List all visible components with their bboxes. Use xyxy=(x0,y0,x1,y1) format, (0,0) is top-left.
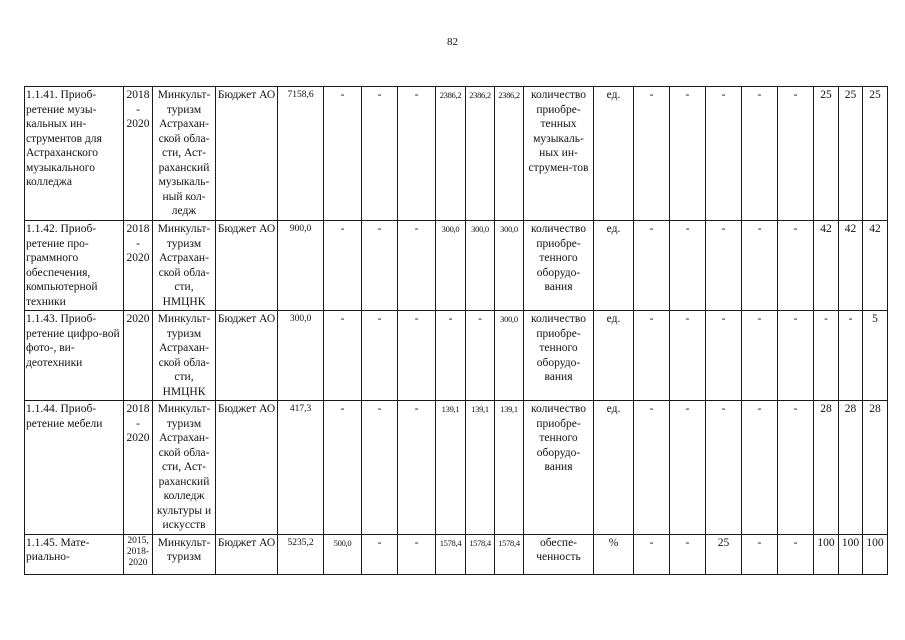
activity-name: 1.1.45. Мате-риально- xyxy=(25,534,124,574)
value-cell: 100 xyxy=(863,534,888,574)
unit-cell: ед. xyxy=(594,311,634,401)
amount-cell: 1578,4 xyxy=(466,534,495,574)
amount-cell: 300,0 xyxy=(495,221,524,311)
total-amount-cell: 5235,2 xyxy=(278,534,324,574)
amount-cell: - xyxy=(466,311,495,401)
table-row xyxy=(25,311,888,401)
activity-name: 1.1.42. Приоб-ретение про-граммного обеспечения, компьютерной техники xyxy=(25,221,124,311)
amount-cell: - xyxy=(324,311,362,401)
value-cell: - xyxy=(778,534,814,574)
value-cell: 28 xyxy=(863,401,888,535)
amount-cell: - xyxy=(362,534,398,574)
period-cell: 2018 - 2020 xyxy=(124,221,153,311)
period-cell: 2020 xyxy=(124,311,153,401)
amount-cell: 2386,2 xyxy=(495,87,524,221)
funding-source-cell: Бюджет АО xyxy=(216,401,278,535)
value-cell: - xyxy=(670,311,706,401)
funding-source-cell: Бюджет АО xyxy=(216,311,278,401)
amount-cell: - xyxy=(398,534,436,574)
indicator-cell: количество приобре-тенного оборудо-вания xyxy=(524,221,594,311)
funding-source-cell: Бюджет АО xyxy=(216,221,278,311)
unit-cell: ед. xyxy=(594,87,634,221)
total-amount-cell: 7158,6 xyxy=(278,87,324,221)
amount-cell: 300,0 xyxy=(466,221,495,311)
funding-source-cell: Бюджет АО xyxy=(216,534,278,574)
activity-name: 1.1.41. Приоб-ретение музы-кальных ин-струментов для Астраханского музыкального колледжа xyxy=(25,87,124,221)
value-cell: - xyxy=(839,311,863,401)
table-row xyxy=(25,534,888,574)
amount-cell: 300,0 xyxy=(495,311,524,401)
period-cell: 2015, 2018-2020 xyxy=(124,534,153,574)
amount-cell: - xyxy=(398,401,436,535)
value-cell: - xyxy=(670,534,706,574)
value-cell: 42 xyxy=(863,221,888,311)
total-amount-cell: 417,3 xyxy=(278,401,324,535)
value-cell: 42 xyxy=(814,221,839,311)
value-cell: - xyxy=(742,311,778,401)
page-number: 82 xyxy=(447,36,458,48)
executor-cell: Минкульт-туризм Астрахан-ской обла-сти, Аст-раханский колледж культуры и искусств xyxy=(153,401,216,535)
table-row xyxy=(25,87,888,221)
amount-cell: 1578,4 xyxy=(495,534,524,574)
value-cell: - xyxy=(670,221,706,311)
value-cell: 5 xyxy=(863,311,888,401)
amount-cell: - xyxy=(398,221,436,311)
amount-cell: 2386,2 xyxy=(436,87,466,221)
amount-cell: - xyxy=(362,87,398,221)
amount-cell: - xyxy=(324,401,362,535)
value-cell: - xyxy=(634,87,670,221)
indicator-cell: количество приобре-тенных музыкаль-ных ин-струмен-тов xyxy=(524,87,594,221)
funding-source-cell: Бюджет АО xyxy=(216,87,278,221)
activity-name: 1.1.43. Приоб-ретение цифро-вой фото-, ви-деотехники xyxy=(25,311,124,401)
executor-cell: Минкульт-туризм xyxy=(153,534,216,574)
amount-cell: - xyxy=(324,221,362,311)
amount-cell: - xyxy=(324,87,362,221)
indicator-cell: количество приобре-тенного оборудо-вания xyxy=(524,311,594,401)
value-cell: - xyxy=(742,534,778,574)
amount-cell: - xyxy=(398,87,436,221)
value-cell: - xyxy=(634,221,670,311)
amount-cell: - xyxy=(362,311,398,401)
amount-cell: - xyxy=(398,311,436,401)
total-amount-cell: 900,0 xyxy=(278,221,324,311)
value-cell: 100 xyxy=(839,534,863,574)
indicator-cell: обеспе-ченность xyxy=(524,534,594,574)
value-cell: - xyxy=(706,401,742,535)
value-cell: - xyxy=(706,311,742,401)
value-cell: 28 xyxy=(839,401,863,535)
value-cell: 100 xyxy=(814,534,839,574)
value-cell: - xyxy=(634,311,670,401)
value-cell: - xyxy=(778,311,814,401)
value-cell: - xyxy=(778,221,814,311)
value-cell: - xyxy=(706,221,742,311)
amount-cell: 139,1 xyxy=(436,401,466,535)
value-cell: - xyxy=(814,311,839,401)
value-cell: - xyxy=(778,401,814,535)
program-table xyxy=(24,86,888,575)
unit-cell: ед. xyxy=(594,221,634,311)
unit-cell: % xyxy=(594,534,634,574)
executor-cell: Минкульт-туризм Астрахан-ской обла-сти, НМЦНК xyxy=(153,221,216,311)
value-cell: - xyxy=(670,87,706,221)
value-cell: - xyxy=(742,87,778,221)
table-row xyxy=(25,401,888,535)
executor-cell: Минкульт-туризм Астрахан-ской обла-сти, Аст-раханский музыкаль-ный кол-ледж xyxy=(153,87,216,221)
amount-cell: - xyxy=(362,221,398,311)
executor-cell: Минкульт-туризм Астрахан-ской обла-сти, НМЦНК xyxy=(153,311,216,401)
period-cell: 2018 - 2020 xyxy=(124,401,153,535)
value-cell: - xyxy=(634,534,670,574)
value-cell: 28 xyxy=(814,401,839,535)
amount-cell: 139,1 xyxy=(466,401,495,535)
value-cell: 25 xyxy=(863,87,888,221)
total-amount-cell: 300,0 xyxy=(278,311,324,401)
indicator-cell: количество приобре-тенного оборудо-вания xyxy=(524,401,594,535)
value-cell: 25 xyxy=(706,534,742,574)
amount-cell: - xyxy=(436,311,466,401)
activity-name: 1.1.44. Приоб-ретение мебели xyxy=(25,401,124,535)
unit-cell: ед. xyxy=(594,401,634,535)
amount-cell: 1578,4 xyxy=(436,534,466,574)
value-cell: 25 xyxy=(814,87,839,221)
amount-cell: 139,1 xyxy=(495,401,524,535)
amount-cell: 300,0 xyxy=(436,221,466,311)
value-cell: - xyxy=(742,221,778,311)
amount-cell: - xyxy=(362,401,398,535)
value-cell: - xyxy=(742,401,778,535)
amount-cell: 500,0 xyxy=(324,534,362,574)
value-cell: 25 xyxy=(839,87,863,221)
period-cell: 2018 - 2020 xyxy=(124,87,153,221)
amount-cell: 2386,2 xyxy=(466,87,495,221)
value-cell: - xyxy=(706,87,742,221)
value-cell: - xyxy=(670,401,706,535)
value-cell: 42 xyxy=(839,221,863,311)
value-cell: - xyxy=(634,401,670,535)
table-row xyxy=(25,221,888,311)
value-cell: - xyxy=(778,87,814,221)
